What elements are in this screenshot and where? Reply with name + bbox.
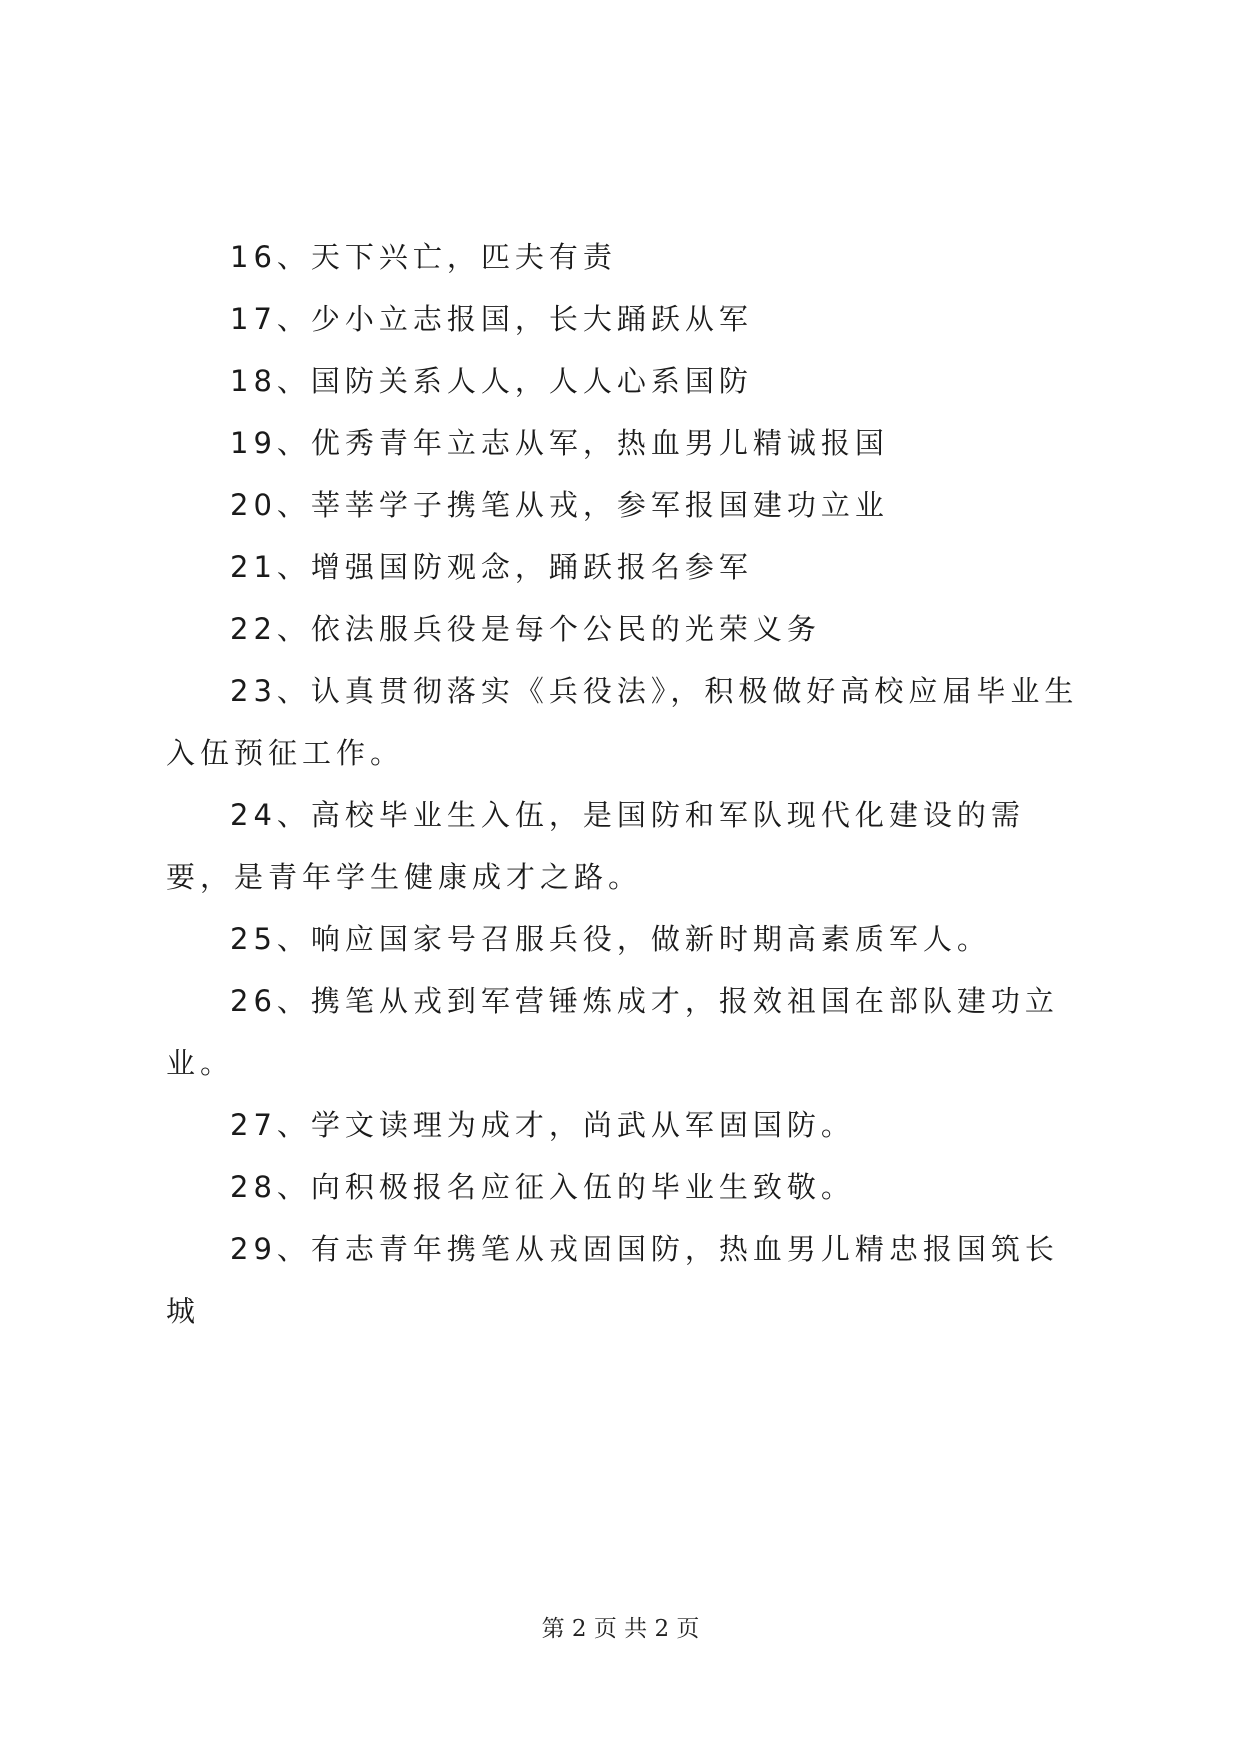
page-footer: 第 2 页 共 2 页 (541, 1616, 700, 1642)
list-item: 29、有志青年携笔从戎固国防，热血男儿精忠报国筑长城 (166, 1232, 1059, 1328)
list-item: 19、优秀青年立志从军，热血男儿精诚报国 (230, 426, 889, 460)
list-item: 18、国防关系人人，人人心系国防 (230, 364, 753, 398)
list-item: 22、依法服兵役是每个公民的光荣义务 (230, 612, 821, 646)
list-item: 28、向积极报名应征入伍的毕业生致敬。 (230, 1170, 855, 1204)
list-item: 17、少小立志报国，长大踊跃从军 (230, 302, 753, 336)
slogan-list (166, 226, 1086, 1342)
list-item: 23、认真贯彻落实《兵役法》，积极做好高校应届毕业生入伍预征工作。 (166, 674, 1079, 770)
list-item: 25、响应国家号召服兵役，做新时期高素质军人。 (230, 922, 991, 956)
list-item: 24、高校毕业生入伍，是国防和军队现代化建设的需要，是青年学生健康成才之路。 (166, 798, 1025, 894)
list-item: 26、携笔从戎到军营锤炼成才，报效祖国在部队建功立业。 (166, 984, 1059, 1080)
list-item: 21、增强国防观念，踊跃报名参军 (230, 550, 753, 584)
list-item: 20、莘莘学子携笔从戎，参军报国建功立业 (230, 488, 889, 522)
list-item: 27、学文读理为成才，尚武从军固国防。 (230, 1108, 855, 1142)
list-item: 16、天下兴亡，匹夫有责 (230, 240, 617, 274)
